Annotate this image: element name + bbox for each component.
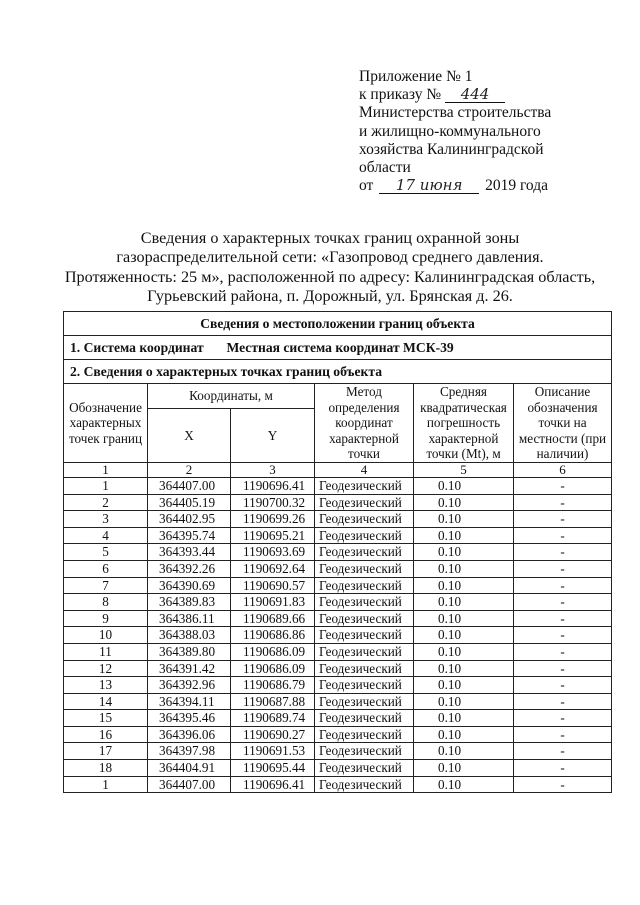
y-coordinate-cell: 1190686.09: [231, 660, 315, 677]
y-coordinate-cell: 1190686.86: [231, 627, 315, 644]
ministry-line-1: Министерства строительства: [359, 104, 552, 122]
y-coordinate-cell: 1190690.27: [231, 726, 315, 743]
error-cell: 0.10: [414, 693, 514, 710]
x-coordinate-cell: 364390.69: [148, 577, 231, 594]
description-cell: -: [514, 544, 612, 561]
y-coordinate-cell: 1190689.74: [231, 710, 315, 727]
method-cell: Геодезический: [315, 560, 414, 577]
table-row: [64, 610, 612, 627]
table-row: [64, 627, 612, 644]
table-row: [64, 726, 612, 743]
error-cell: 0.10: [414, 594, 514, 611]
appendix-title: Приложение № 1: [359, 68, 473, 85]
table-row: [64, 511, 612, 528]
method-cell: Геодезический: [315, 693, 414, 710]
description-cell: -: [514, 760, 612, 777]
x-coordinate-cell: 364392.96: [148, 677, 231, 694]
x-coordinate-cell: 364396.06: [148, 726, 231, 743]
error-cell: 0.10: [414, 560, 514, 577]
description-cell: -: [514, 577, 612, 594]
table-row: [64, 743, 612, 760]
point-number-cell: 2: [64, 494, 148, 511]
description-cell: -: [514, 643, 612, 660]
y-coordinate-cell: 1190687.88: [231, 693, 315, 710]
table-row: [64, 693, 612, 710]
order-prefix: к приказу №: [359, 86, 442, 104]
method-cell: Геодезический: [315, 660, 414, 677]
error-cell: 0.10: [414, 494, 514, 511]
order-line: [359, 86, 629, 104]
x-coordinate-cell: 364389.83: [148, 594, 231, 611]
points-section-row: [64, 360, 612, 384]
y-coordinate-cell: 1190690.57: [231, 577, 315, 594]
x-coordinate-cell: 364407.00: [148, 477, 231, 494]
table-row: [64, 477, 612, 494]
point-number-cell: 4: [64, 527, 148, 544]
error-cell: 0.10: [414, 776, 514, 793]
column-header-row-1: [64, 384, 612, 409]
error-cell: 0.10: [414, 643, 514, 660]
points-section-label: 2. Сведения о характерных точках границ объекта: [64, 360, 612, 384]
method-cell: Геодезический: [315, 760, 414, 777]
error-cell: 0.10: [414, 610, 514, 627]
y-coordinate-cell: 1190700.32: [231, 494, 315, 511]
point-number-cell: 15: [64, 710, 148, 727]
col-header-x: X: [148, 409, 231, 463]
ministry-line-3: хозяйства Калининградской: [359, 140, 544, 158]
method-cell: Геодезический: [315, 627, 414, 644]
description-cell: -: [514, 726, 612, 743]
error-cell: 0.10: [414, 760, 514, 777]
coordinate-system-label: 1. Система координат: [70, 339, 204, 355]
error-cell: 0.10: [414, 726, 514, 743]
order-date-line: [359, 177, 629, 195]
x-coordinate-cell: 364391.42: [148, 660, 231, 677]
x-coordinate-cell: 364397.98: [148, 743, 231, 760]
method-cell: Геодезический: [315, 544, 414, 561]
point-number-cell: 14: [64, 693, 148, 710]
point-number-cell: 3: [64, 511, 148, 528]
description-cell: -: [514, 511, 612, 528]
col-header-coords: Координаты, м: [148, 384, 315, 409]
x-coordinate-cell: 364395.74: [148, 527, 231, 544]
x-coordinate-cell: 364407.00: [148, 776, 231, 793]
description-cell: -: [514, 743, 612, 760]
method-cell: Геодезический: [315, 677, 414, 694]
x-coordinate-cell: 364386.11: [148, 610, 231, 627]
description-cell: -: [514, 677, 612, 694]
point-number-cell: 16: [64, 726, 148, 743]
point-number-cell: 13: [64, 677, 148, 694]
table-row: [64, 594, 612, 611]
x-coordinate-cell: 364404.91: [148, 760, 231, 777]
x-coordinate-cell: 364405.19: [148, 494, 231, 511]
table-heading: Сведения о местоположении границ объекта: [64, 312, 612, 336]
column-number: 1: [64, 462, 148, 477]
y-coordinate-cell: 1190693.69: [231, 544, 315, 561]
point-number-cell: 1: [64, 477, 148, 494]
x-coordinate-cell: 364393.44: [148, 544, 231, 561]
order-date-handwritten: 17 июня: [379, 177, 479, 194]
method-cell: Геодезический: [315, 477, 414, 494]
table-row: [64, 544, 612, 561]
method-cell: Геодезический: [315, 643, 414, 660]
method-cell: Геодезический: [315, 577, 414, 594]
method-cell: Геодезический: [315, 527, 414, 544]
point-number-cell: 5: [64, 544, 148, 561]
table-row: [64, 710, 612, 727]
method-cell: Геодезический: [315, 776, 414, 793]
ministry-line-4: области: [359, 159, 411, 177]
column-number: 6: [514, 462, 612, 477]
y-coordinate-cell: 1190699.26: [231, 511, 315, 528]
error-cell: 0.10: [414, 743, 514, 760]
column-number: 2: [148, 462, 231, 477]
table-row: [64, 643, 612, 660]
point-number-cell: 8: [64, 594, 148, 611]
table-row: [64, 494, 612, 511]
y-coordinate-cell: 1190692.64: [231, 560, 315, 577]
description-cell: -: [514, 477, 612, 494]
error-cell: 0.10: [414, 477, 514, 494]
x-coordinate-cell: 364402.95: [148, 511, 231, 528]
error-cell: 0.10: [414, 677, 514, 694]
column-number: 5: [414, 462, 514, 477]
date-prefix: от: [359, 177, 374, 195]
point-number-cell: 6: [64, 560, 148, 577]
description-cell: -: [514, 627, 612, 644]
col-header-point: Обозначение характерных точек границ: [64, 384, 148, 463]
title-line-1: Сведения о характерных точках границ охранной зоны: [140, 229, 520, 247]
description-cell: -: [514, 693, 612, 710]
x-coordinate-cell: 364392.26: [148, 560, 231, 577]
method-cell: Геодезический: [315, 610, 414, 627]
col-header-description: Описание обозначения точки на местности (при наличии): [514, 384, 612, 463]
x-coordinate-cell: 364389.80: [148, 643, 231, 660]
boundary-points-table: [63, 311, 613, 793]
method-cell: Геодезический: [315, 511, 414, 528]
col-header-y: Y: [231, 409, 315, 463]
coordinate-system-value: Местная система координат МСК-39: [226, 339, 454, 355]
error-cell: 0.10: [414, 577, 514, 594]
method-cell: Геодезический: [315, 726, 414, 743]
error-cell: 0.10: [414, 527, 514, 544]
x-coordinate-cell: 364395.46: [148, 710, 231, 727]
description-cell: -: [514, 527, 612, 544]
y-coordinate-cell: 1190686.79: [231, 677, 315, 694]
error-cell: 0.10: [414, 511, 514, 528]
method-cell: Геодезический: [315, 494, 414, 511]
column-number-row: [64, 462, 612, 477]
x-coordinate-cell: 364394.11: [148, 693, 231, 710]
column-number: 4: [315, 462, 414, 477]
column-number: 3: [231, 462, 315, 477]
error-cell: 0.10: [414, 544, 514, 561]
method-cell: Геодезический: [315, 743, 414, 760]
y-coordinate-cell: 1190695.44: [231, 760, 315, 777]
point-number-cell: 17: [64, 743, 148, 760]
point-number-cell: 11: [64, 643, 148, 660]
table-row: [64, 577, 612, 594]
x-coordinate-cell: 364388.03: [148, 627, 231, 644]
point-number-cell: 9: [64, 610, 148, 627]
description-cell: -: [514, 594, 612, 611]
point-number-cell: 12: [64, 660, 148, 677]
col-header-method: Метод определения координат характерной точки: [315, 384, 414, 463]
y-coordinate-cell: 1190686.09: [231, 643, 315, 660]
order-number-handwritten: 444: [445, 86, 505, 103]
document-title: [60, 229, 600, 306]
table-row: [64, 677, 612, 694]
y-coordinate-cell: 1190691.53: [231, 743, 315, 760]
description-cell: -: [514, 610, 612, 627]
table-row: [64, 760, 612, 777]
description-cell: -: [514, 560, 612, 577]
point-number-cell: 7: [64, 577, 148, 594]
table-row: [64, 560, 612, 577]
title-line-3: Протяженность: 25 м», расположенной по адресу: Калининградская область,: [64, 267, 596, 286]
y-coordinate-cell: 1190696.41: [231, 776, 315, 793]
method-cell: Геодезический: [315, 710, 414, 727]
table-row: [64, 776, 612, 793]
error-cell: 0.10: [414, 710, 514, 727]
description-cell: -: [514, 660, 612, 677]
date-suffix: 2019 года: [485, 177, 548, 195]
error-cell: 0.10: [414, 627, 514, 644]
appendix-header: [359, 68, 629, 195]
y-coordinate-cell: 1190689.66: [231, 610, 315, 627]
description-cell: -: [514, 776, 612, 793]
title-line-2: газораспределительной сети: «Газопровод среднего давления.: [116, 248, 544, 267]
point-number-cell: 18: [64, 760, 148, 777]
y-coordinate-cell: 1190691.83: [231, 594, 315, 611]
point-number-cell: 1: [64, 776, 148, 793]
y-coordinate-cell: 1190696.41: [231, 477, 315, 494]
y-coordinate-cell: 1190695.21: [231, 527, 315, 544]
ministry-line-2: и жилищно-коммунального: [359, 122, 541, 140]
table-row: [64, 660, 612, 677]
error-cell: 0.10: [414, 660, 514, 677]
description-cell: -: [514, 494, 612, 511]
table-row: [64, 527, 612, 544]
coordinate-system-row: [64, 336, 612, 360]
method-cell: Геодезический: [315, 594, 414, 611]
title-line-4: Гурьевский района, п. Дорожный, ул. Брянская д. 26.: [147, 286, 513, 305]
col-header-error: Средняя квадратическая погрешность характерной точки (Mt), м: [414, 384, 514, 463]
description-cell: -: [514, 710, 612, 727]
point-number-cell: 10: [64, 627, 148, 644]
table-heading-row: [64, 312, 612, 336]
